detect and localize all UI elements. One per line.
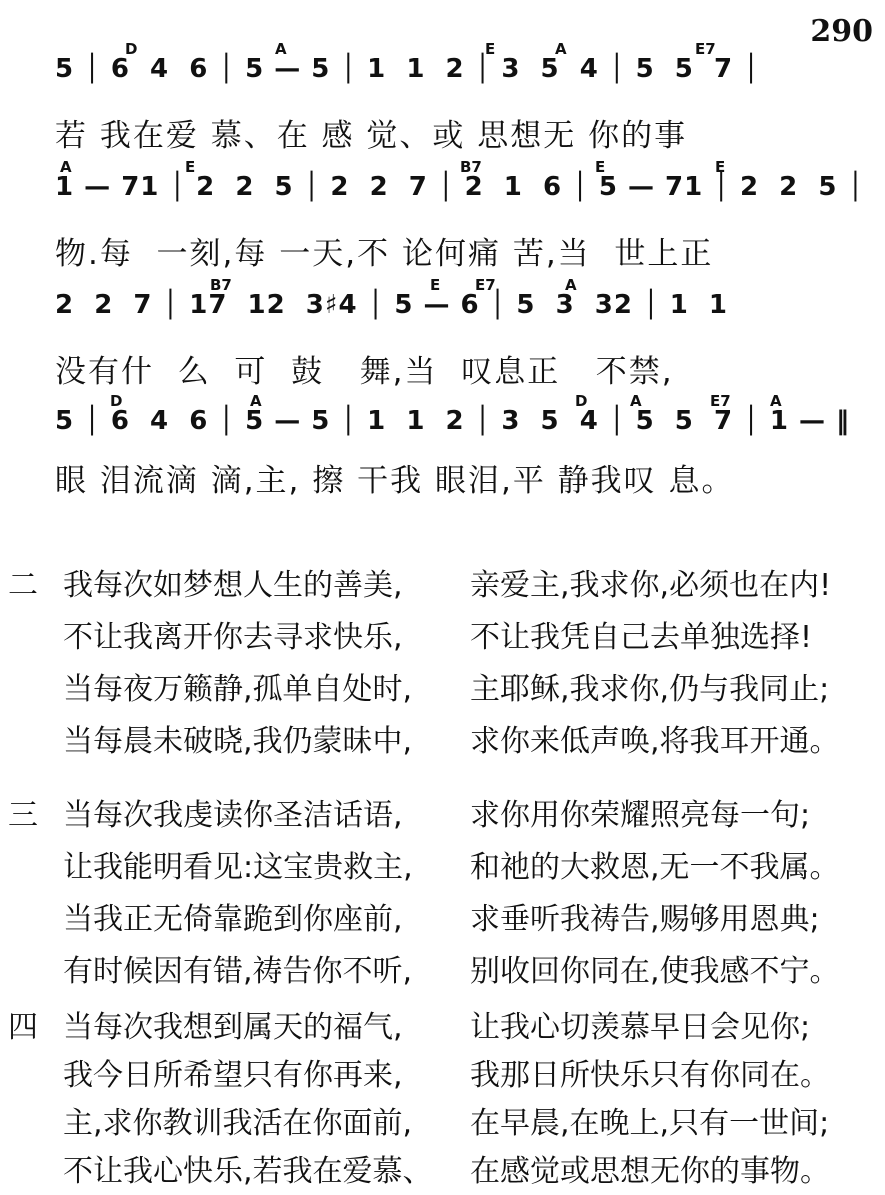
verse-line: 亲爱主,我求你,必须也在内! — [470, 568, 832, 603]
chord: B7 — [460, 158, 482, 176]
verse-line: 别收回你同在,使我感不宁。 — [470, 954, 840, 989]
score-line-1 — [55, 40, 845, 110]
chord: E — [185, 158, 196, 176]
chord: E — [485, 40, 496, 58]
notes: 5 │ 6 4 6 │ 5 — 5 │ 1 1 2 │ 3 5 4 │ 5 5 7 │ 1 — ‖ — [55, 406, 851, 436]
verse-line: 当我正无倚靠跪到你座前, — [63, 902, 403, 937]
verse-line: 不让我凭自己去单独选择! — [470, 620, 813, 655]
verse-line: 让我心切羡慕早日会见你; — [470, 1010, 811, 1045]
verse-line: 在感觉或思想无你的事物。 — [470, 1154, 830, 1189]
verse-2 — [8, 560, 878, 759]
chord: A — [555, 40, 567, 58]
chord: E7 — [475, 276, 496, 294]
chord: E7 — [710, 392, 731, 410]
verse-line: 求垂听我祷告,赐够用恩典; — [470, 902, 820, 937]
verse-number: 四 — [8, 1010, 38, 1045]
chord: A — [250, 392, 262, 410]
lyric-line-2: 物.每 一刻,每 一天,不 论何痛 苦,当 世上正 — [55, 236, 714, 272]
score-line-3 — [55, 276, 845, 346]
verse-line: 当每次我想到属天的福气, — [63, 1010, 403, 1045]
verse-line: 主,求你教训我活在你面前, — [63, 1106, 413, 1141]
verse-line: 当每晨未破晓,我仍蒙昧中, — [63, 724, 413, 759]
verse-line: 我那日所快乐只有你同在。 — [470, 1058, 830, 1093]
verse-number: 三 — [8, 798, 38, 833]
verse-number: 二 — [8, 568, 38, 603]
verse-line: 让我能明看见:这宝贵救主, — [63, 850, 413, 885]
score-line-2 — [55, 158, 865, 228]
verse-3 — [8, 790, 878, 989]
verse-line: 我今日所希望只有你再来, — [63, 1058, 403, 1093]
notes: 1 — 71 │ 2 2 5 │ 2 2 7 │ 2 1 6 │ 5 — 71 │ 2 2 5 │ — [55, 172, 865, 202]
verse-line: 求你来低声唤,将我耳开通。 — [470, 724, 840, 759]
chord: A — [630, 392, 642, 410]
verse-line: 和祂的大救恩,无一不我属。 — [470, 850, 840, 885]
chord: D — [125, 40, 138, 58]
verse-line: 当每夜万籁静,孤单自处时, — [63, 672, 413, 707]
chord: A — [565, 276, 577, 294]
verse-line: 求你用你荣耀照亮每一句; — [470, 798, 811, 833]
notes: 5 │ 6 4 6 │ 5 — 5 │ 1 1 2 │ 3 5 4 │ 5 5 7 │ — [55, 54, 760, 84]
verse-line: 有时候因有错,祷告你不听, — [63, 954, 413, 989]
chord: B7 — [210, 276, 232, 294]
chord: E — [430, 276, 441, 294]
chord: E — [595, 158, 606, 176]
chord: A — [275, 40, 287, 58]
chord: A — [60, 158, 72, 176]
verse-line: 我每次如梦想人生的善美, — [63, 568, 403, 603]
notes: 2 2 7 │ 17 12 3♯4 │ 5 — 6 │ 5 3 32 │ 1 1 — [55, 290, 728, 320]
score-line-4 — [55, 392, 851, 462]
lyric-line-3: 没有什 么 可 鼓 舞,当 叹息正 不禁, — [55, 354, 674, 390]
verse-line: 在早晨,在晚上,只有一世间; — [470, 1106, 830, 1141]
lyric-line-1: 若 我在爱 慕、在 感 觉、或 思想无 你的事 — [55, 118, 688, 154]
chord: E7 — [695, 40, 716, 58]
verse-line: 不让我离开你去寻求快乐, — [63, 620, 403, 655]
verse-line: 不让我心快乐,若我在爱慕、 — [63, 1154, 433, 1189]
page-number: 290 — [810, 14, 873, 49]
verse-4 — [8, 1002, 878, 1192]
chord: E — [715, 158, 726, 176]
chord: A — [770, 392, 782, 410]
chord: D — [110, 392, 123, 410]
chord: D — [575, 392, 588, 410]
lyric-line-4: 眼 泪流滴 滴,主, 擦 干我 眼泪,平 静我叹 息。 — [55, 463, 735, 499]
verse-line: 当每次我虔读你圣洁话语, — [63, 798, 403, 833]
verse-line: 主耶稣,我求你,仍与我同止; — [470, 672, 830, 707]
